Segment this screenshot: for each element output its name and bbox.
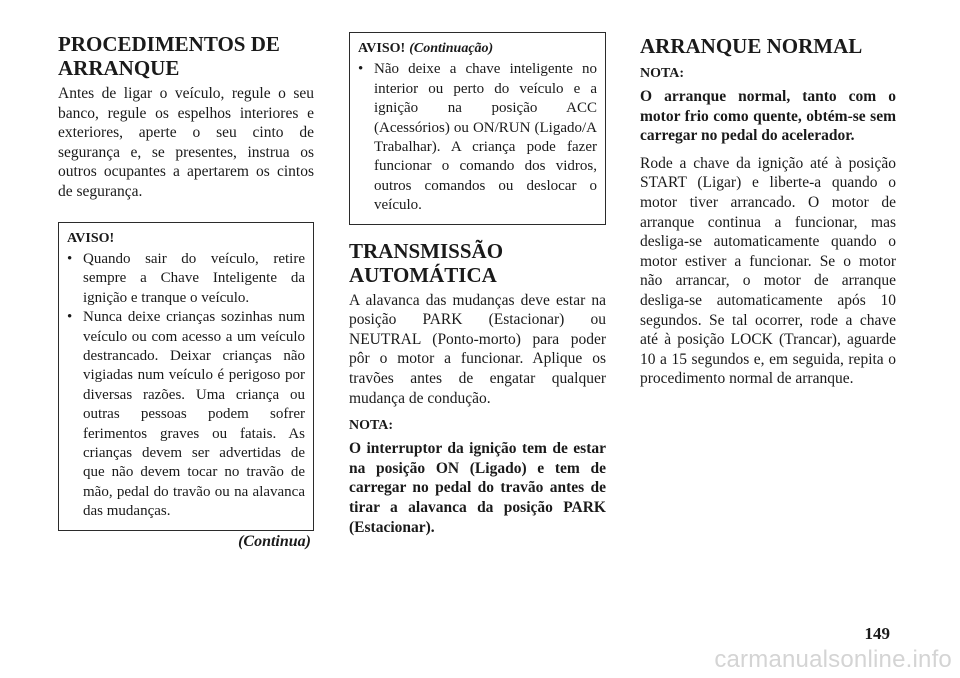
warning-box-continued <box>349 32 606 225</box>
column-left <box>58 32 314 551</box>
warning-heading-text: AVISO! <box>67 230 115 246</box>
section-title-transmissao: TRANSMISSÃO AUTOMÁTICA <box>349 238 504 287</box>
warning-box <box>58 222 314 531</box>
section-title-procedimentos: PROCEDIMENTOS DE ARRANQUE <box>58 32 280 80</box>
column-right <box>640 32 896 389</box>
warning-list <box>358 60 597 215</box>
note-label: NOTA: <box>640 66 685 81</box>
warning-item: • Não deixe a chave inteligente no interior ou perto do veículo e a ignição na posição ACC (Acessórios) ou ON/RUN (Ligado/A Trabalhar). A criança pode fazer funcionar o comando dos vidros, outros comandos ou deslocar o veículo. <box>358 60 597 215</box>
warning-heading-text: AVISO! <box>358 41 406 56</box>
column-middle <box>349 32 606 537</box>
warning-item: • Nunca deixe crianças sozinhas num veículo ou com acesso a um veículo destrancado. Deixar crianças não vigiadas num veículo é perigoso por diversas razões. Uma criança ou outras pessoas podem sofrer ferimentos graves ou fatais. As crianças devem ser advertidas de que não devem tocar no travão de mão, pedal do travão ou na alavanca das mudanças. <box>67 308 305 521</box>
note-label: NOTA: <box>349 418 394 434</box>
warning-continued-label: (Continuação) <box>409 41 494 56</box>
warning-heading <box>358 39 597 58</box>
intro-paragraph: Antes de ligar o veículo, regule o seu banco, regule os espelhos interiores e exteriores, aperte o seu cinto de segurança e, se presentes, instrua os outros ocupantes a apertarem os cintos de segurança. <box>58 85 314 200</box>
continues-label: (Continua) <box>238 532 311 550</box>
note-text: O arranque normal, tanto com o motor frio como quente, obtém-se sem carregar no pedal do acelerador. <box>640 88 896 145</box>
normal-start-paragraph: Rode a chave da ignição até à posição START (Ligar) e liberte-a quando o motor tiver arrancado. O motor de arranque continua a funcionar, mas desliga-se automaticamente quando o motor estiver a funcionar. Se o motor não arrancar, o motor de arranque desliga-se automaticamente após 10 segundos. Se tal ocorrer, rode a chave até à posição LOCK (Trancar), aguarde 10 a 15 segundos e, em seguida, repita o procedimento normal de arranque. <box>640 154 896 388</box>
section-title-arranque-normal: ARRANQUE NORMAL <box>640 34 863 58</box>
watermark: carmanualsonline.info <box>714 646 952 673</box>
warning-item: • Quando sair do veículo, retire sempre a Chave Inteligente da ignição e tranque o veículo. <box>67 250 305 308</box>
warning-list <box>67 250 305 522</box>
warning-heading <box>67 229 305 248</box>
page-number: 149 <box>864 624 890 643</box>
transmission-paragraph: A alavanca das mudanças deve estar na posição PARK (Estacionar) ou NEUTRAL (Ponto-morto) para poder pôr o motor a funcionar. Aplique os travões antes de engatar qualquer mudança de condução. <box>349 291 606 407</box>
note-text: O interruptor da ignição tem de estar na posição ON (Ligado) e tem de carregar no pedal do travão antes de tirar a alavanca da posição PARK (Estacionar). <box>349 440 606 536</box>
